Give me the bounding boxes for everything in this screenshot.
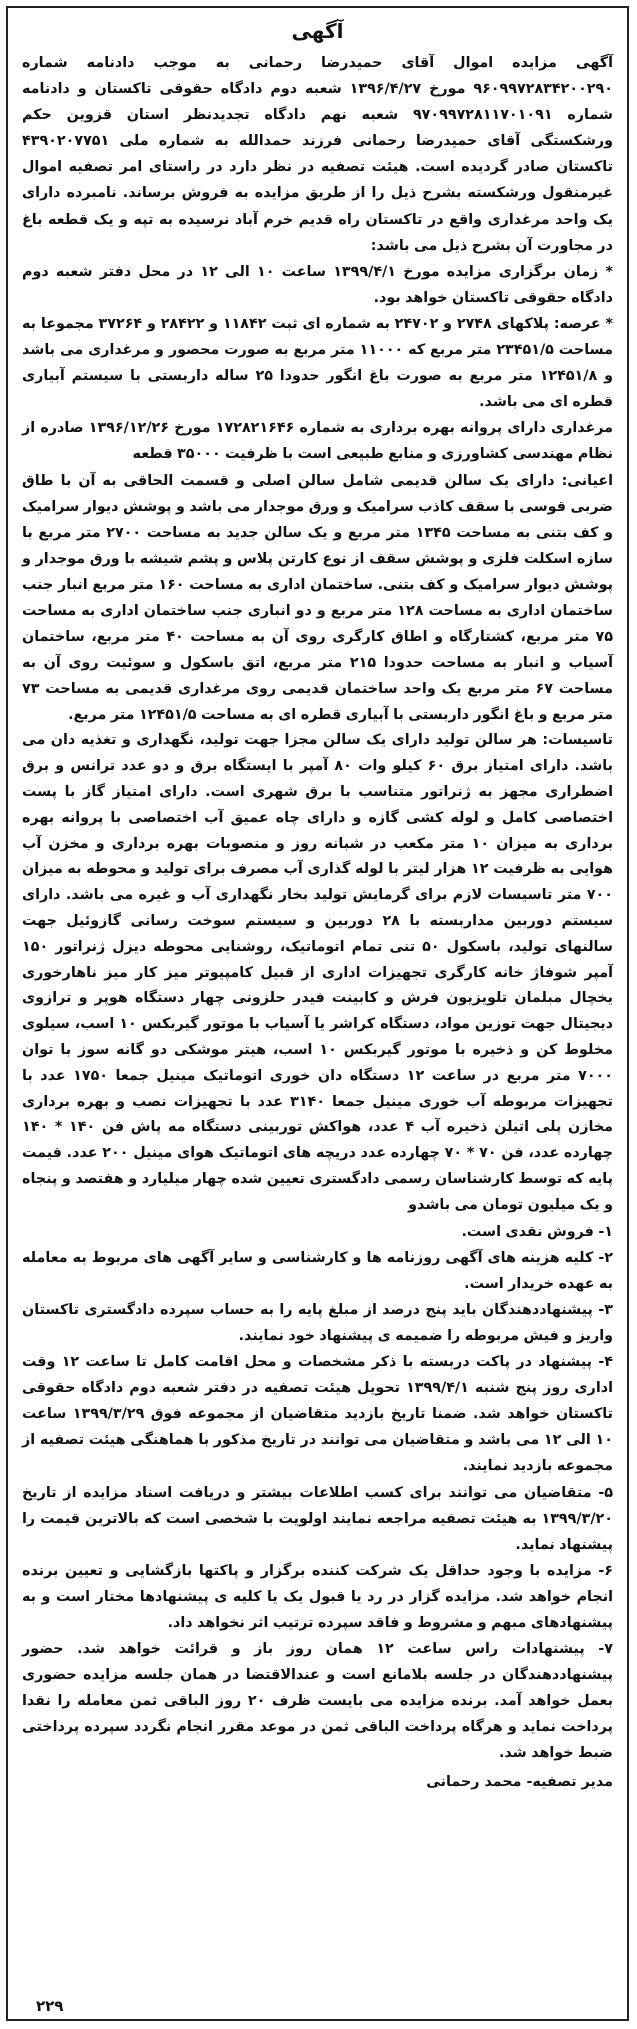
condition-1: ۱- فروش نقدی است. — [461, 1223, 613, 1240]
notice-code: ۲۲۹ — [36, 1997, 64, 2015]
license-paragraph: مرغداری دارای پروانه بهره برداری به شماره ۱۷۲۸۲۱۶۴۶ مورخ ۱۳۹۶/۱۲/۲۶ صادره از نظام مهندسی کشاورزی و منابع طبیعی است با ظرفیت ۳۵۰۰۰ قطعه — [22, 420, 613, 463]
auction-notice — [6, 6, 629, 2021]
signature: مدیر تصفیه- محمد رحمانی — [426, 1773, 613, 1790]
condition-7: ۷- پیشنهادات راس ساعت ۱۲ همان روز باز و قرائت خواهد شد. حضور پیشنهاددهندگان در جلسه بلامانع است و عندالاقتضا در همان جلسه مزایده حضوری بعمل خواهد آمد. برنده مزایده می بایست ظرف ۲۰ روز الباقی ثمن معامله را نقدا پرداخت نماید و هرگاه پرداخت الباقی ثمن در موعد مقرر انجام نگردد سپرده پرداختی ضبط خواهد شد. — [22, 1641, 613, 1762]
land-area-paragraph: * عرصه: پلاکهای ۲۷۴۸ و ۲۴۷۰۲ به شماره ای ثبت ۱۱۸۴۲ و ۲۸۴۲۲ و ۳۷۲۶۴ مجموعا به مساحت ۲۳۴۵۱/۵ متر مربع که ۱۱۰۰۰ متر مربع به صورت محصور و مرغداری می باشد و ۱۲۴۵۱/۸ متر مربع به صورت باغ انگور حدودا ۲۵ ساله داربستی با سیستم آبیاری قطره ای می باشد. — [22, 315, 614, 411]
condition-3: ۳- پیشنهاددهندگان باید پنج درصد از مبلغ پایه را به حساب سپرده دادگستری تاکستان واریز و فیش مربوطه را ضمیمه ی پیشنهاد خود نمایند. — [22, 1301, 613, 1344]
auction-time-paragraph: * زمان برگزاری مزایده مورخ ۱۳۹۹/۴/۱ ساعت ۱۰ الی ۱۲ در محل دفتر شعبه دوم دادگاه حقوقی تاکستان خواهد بود. — [22, 263, 613, 306]
condition-4: ۴- پیشنهاد در پاکت دربسته با ذکر مشخصات و محل اقامت کامل تا ساعت ۱۲ وقت اداری روز پنج شنبه ۱۳۹۹/۴/۱ تحویل هیئت تصفیه در دفتر شعبه دوم دادگاه حقوقی تاکستان خواهد شد. ضمنا تاریخ بازدید متقاضیان از مجموعه فوق ۱۳۹۹/۳/۲۹ ساعت ۱۰ الی ۱۲ می باشد و متقاضیان می توانند در تاریخ مذکور با هماهنگی هیئت تصفیه از مجموعه بازدید نمایند. — [22, 1354, 614, 1475]
condition-5: ۵- متقاضیان می توانند برای کسب اطلاعات بیشتر و دریافت اسناد مزایده از تاریخ ۱۳۹۹/۳/۲۰ به هیئت تصفیه مراجعه نمایند اولویت با شخصی است که بالاترین قیمت را پیشنهاد نماید. — [22, 1484, 613, 1553]
notice-title: آگهی — [291, 19, 344, 43]
buildings-paragraph: اعیانی: دارای یک سالن قدیمی شامل سالن اصلی و قسمت الحاقی به آن با طاق ضربی قوسی با سقف کاذب سرامیک و ورق موجدار می باشد و پوشش دیوار سرامیک و کف بتنی به مساحت ۱۳۴۵ متر مربع و یک سالن جدید به مساحت ۲۷۰۰ متر مربع با سازه اسکلت فلزی و پوشش سقف از نوع کارتن پلاس و پشم شیشه با ورق موجدار و پوشش دیوار سرامیک و کف بتنی. ساختمان اداری به مساحت ۱۶۰ متر مربع انبار جنب ساختمان اداری به مساحت ۱۲۸ متر مربع و دو انباری جنب ساختمان اداری به مساحت ۷۵ متر مربع، کشتارگاه و اطاق کارگری روی آن به مساحت ۴۰ متر مربع، ساختمان آسیاب و انبار به مساحت حدودا ۲۱۵ متر مربع، اتق باسکول و سوئیت روی آن به مساحت ۶۷ متر مربع یک واحد ساختمان قدیمی روی مرغداری قدیمی به مساحت ۷۳ متر مربع و باغ انگور داربستی با آبیاری قطره ای به مساحت ۱۲۴۵۱/۵ متر مربع. — [22, 472, 614, 724]
intro-paragraph: آگهی مزایده اموال آقای حمیدرضا رحمانی به موجب دادنامه شماره ۹۶۰۹۹۷۲۸۳۴۲۰۰۲۹۰ مورخ ۱۳۹۶/۴/۲۷ شعبه دوم دادگاه حقوقی تاکستان و دادنامه شماره ۹۷۰۹۹۷۲۸۱۱۷۰۱۰۹۱ شعبه نهم دادگاه تجدیدنظر استان قزوین حکم ورشکستگی آقای حمیدرضا رحمانی فرزند حمدالله به شماره ملی ۴۳۹۰۲۰۷۷۵۱ تاکستان صادر گردیده است. هیئت تصفیه در نظر دارد در راستای امر تصفیه اموال غیرمنقول ورشکسته بشرح ذیل را از طریق مزایده به فروش برساند. نامبرده دارای یک واحد مرغداری واقع در تاکستان راه قدیم خرم آباد نرسیده به تپه و یک قطعه باغ در مجاورت آن بشرح ذیل می باشد: — [22, 55, 613, 254]
condition-6: ۶- مزایده با وجود حداقل یک شرکت کننده برگزار و پاکتها بازگشایی و تعیین برنده انجام خواهد شد. مزایده گزار در رد یا قبول یک یا کلیه ی پیشنهادها مختار است و به پیشنهادهای مبهم و مشروط و فاقد سپرده ترتیب اثر نخواهد داد. — [22, 1562, 613, 1631]
facilities-paragraph: تاسیسات: هر سالن تولید دارای یک سالن مجزا جهت تولید، نگهداری و تغذیه دان می باشد. دارای امتیاز برق ۶۰ کیلو وات ۸۰ آمپر با ایستگاه برق و دو عدد ترانس و برق اضطراری مجهز به ژنراتور متناسب با برق شهری است. دارای امتیاز گاز با پست اختصاصی کامل و لوله کشی گازه و دارای چاه عمیق آب اختصاصی با پروانه بهره برداری به میزان ۱۰ متر مکعب در شبانه روز و منصوبات بهره برداری و مخزن آب هوایی به ظرفیت ۱۲ هزار لیتر با لوله گذاری آب مصرف برای تولید و محوطه به میزان ۷۰۰ متر تاسیسات لازم برای گرمایش تولید بخار نگهداری آب و غیره می باشد. دارای سیستم دوربین مداربسته با ۲۸ دوربین و سیستم سوخت رسانی گازوئیل جهت سالنهای تولید، باسکول ۵۰ تنی تمام اتوماتیک، روشنایی محوطه دیزل ژنراتور ۱۵۰ آمپر شوفاژ خانه کارگری تجهیزات اداری از قبیل کامپیوتر میز کار میز ناهارخوری یخچال مبلمان تلویزیون فرش و کابینت فیدر حلزونی چهار دستگاه هوپر و ترازوی دیجیتال جهت توزین مواد، دستگاه کراشر یا آسیاب با موتور گیربکس ۱۰ اسب، سیلوی مخلوط کن و ذخیره با موتور گیربکس ۱۰ اسب، هیتر موشکی دو گانه سوز با توان ۷۰۰۰ متر مربع در ساعت ۱۲ دستگاه دان خوری اتوماتیک مینیل جمعا ۱۷۵۰ عدد با تجهیزات مربوطه آب خوری مینیل جمعا ۳۱۴۰ عدد با تجهیزات نصب و بهره برداری مخازن پلی اتیلن ذخیره آب ۴ عدد، هواکش توربینی دستگاه مه پاش فن ۱۴۰ * ۱۴۰ چهارده عدد، فن ۷۰ * ۷۰ چهارده عدد دریچه های اتوماتیک هوای مینیل ۲۰۰ عدد. قیمت پایه که توسط کارشناسان رسمی دادگستری تعیین شده چهار میلیارد و هفتصد و پنجاه و یک میلیون تومان می باشدو — [22, 732, 614, 1213]
condition-2: ۲- کلیه هزینه های آگهی روزنامه ها و کارشناسی و سایر آگهی های مربوط به معامله به عهده خریدار است. — [22, 1249, 613, 1292]
